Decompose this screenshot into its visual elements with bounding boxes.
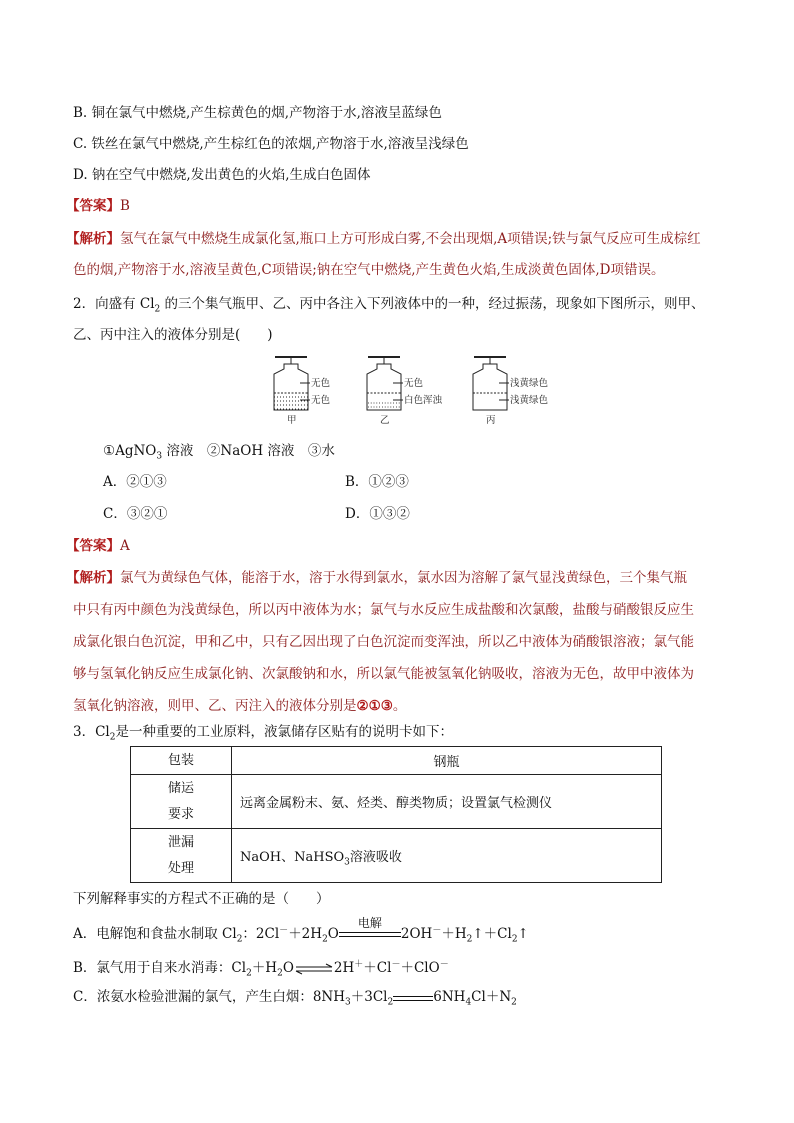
q1-option-d: D. 钠在空气中燃烧,发出黄色的火焰,生成白色固体 (73, 167, 371, 183)
q2-option-b: B．①②③ (345, 474, 409, 490)
table-row (131, 829, 662, 883)
bottle-jia (274, 357, 310, 410)
bing-top-label: 浅黄绿色 (510, 378, 549, 389)
q2-option-c: C．③②① (103, 506, 168, 522)
electrolysis-equals-sign: 电解 (339, 928, 401, 942)
table-row (131, 775, 662, 829)
bottle-bing (473, 357, 509, 410)
liquid-chlorine-info-card (130, 746, 662, 883)
yi-top-label: 无色 (404, 378, 424, 389)
q1-analysis-line-1: 【解析】氢气在氯气中燃烧生成氯化氢,瓶口上方可形成白雾,不会出现烟,A项错误;铁与氯气反应可生成棕红 (66, 231, 701, 247)
analysis-label: 【解析】 (66, 570, 120, 586)
q1-analysis-line-2: 色的烟,产物溶于水,溶液呈黄色,C项错误;钠在空气中燃烧,产生黄色火焰,生成淡黄色固体,D项错误。 (73, 262, 665, 278)
q2-option-d: D．①③② (345, 506, 410, 522)
gas-bottle-figure (260, 352, 570, 428)
q3-option-a: A．电解饱和食盐水制取 $Cl_2$：$2Cl^-+2H_2O$ 电解 $2OH^-+H_2↑+Cl_2↑$ (73, 915, 529, 945)
bing-bottom-label: 浅黄绿色 (510, 395, 549, 406)
table-header-steel-bottle: 钢瓶 (232, 747, 662, 775)
q3-option-c: C．浓氨水检验泄漏的氯气，产生白烟：$8NH_3+3Cl_2$ $6NH_4Cl+N_2$ (73, 989, 517, 1008)
q2-stem-line-2: 乙、丙中注入的液体分别是( ) (73, 327, 273, 343)
q2-analysis-line-3: 成氯化银白色沉淀，甲和乙中，只有乙因出现了白色沉淀而变浑浊，所以乙中液体为硝酸银溶液；氯气能 (73, 634, 694, 650)
equals-sign (393, 993, 433, 1003)
q3-question: 下列解释事实的方程式不正确的是（ ） (73, 891, 330, 907)
answer-value: A (120, 538, 130, 554)
yi-name: 乙 (380, 415, 390, 426)
q1-option-c: C. 铁丝在氯气中燃烧,产生棕红色的浓烟,产物溶于水,溶液呈浅绿色 (73, 136, 469, 152)
reversible-arrow-icon (294, 963, 334, 975)
q2-analysis-line-1: 【解析】氯气为黄绿色气体，能溶于水，溶于水得到氯水，氯水因为溶解了氯气显浅黄绿色，三个集气瓶 (66, 570, 687, 586)
table-row (131, 747, 662, 775)
q2-answer (66, 537, 130, 555)
table-label-leak: 泄漏 处理 (131, 829, 232, 883)
q2-option-a: A．②①③ (103, 474, 167, 490)
jia-bottom-label: 无色 (311, 395, 331, 406)
table-value-leak: NaOH、NaHSO$_3$溶液吸收 (232, 829, 662, 883)
answer-value: B (120, 198, 130, 214)
answer-label: 【答案】 (66, 198, 120, 214)
analysis-label: 【解析】 (66, 231, 120, 247)
bing-name: 丙 (486, 415, 496, 426)
jia-top-label: 无色 (311, 378, 331, 389)
q3-option-b: B．氯气用于自来水消毒：$Cl_2+H_2O$ 2H＋＋Cl－＋ClO－ (73, 959, 449, 979)
table-label-storage: 储运 要求 (131, 775, 232, 829)
yi-bottom-label: 白色浑浊 (404, 395, 443, 406)
q3-stem: 3．$Cl_2$是一种重要的工业原料，液氯储存区贴有的说明卡如下： (73, 724, 453, 743)
q2-analysis-line-4: 够与氢氧化钠反应生成氯化钠、次氯酸钠和水，所以氯气能被氢氧化钠吸收，溶液为无色，故甲中液体为 (73, 666, 694, 682)
q2-analysis-line-2: 中只有丙中颜色为浅黄绿色，所以丙中液体为水；氯气与水反应生成盐酸和次氯酸，盐酸与硝酸银反应生 (73, 602, 694, 618)
jia-name: 甲 (287, 415, 297, 426)
q2-analysis-line-5: 氢氧化钠溶液，则甲、乙、丙注入的液体分别是②①③。 (73, 698, 407, 714)
q2-stem-line-1: 2．向盛有 $Cl_2$ 的三个集气瓶甲、乙、丙中各注入下列液体中的一种，经过振荡，现象如下图所示，则甲、 (73, 296, 705, 315)
q2-liquids: ①AgNO$_3$ 溶液 ②NaOH 溶液 ③水 (103, 443, 335, 462)
bottle-yi (367, 357, 403, 410)
answer-label: 【答案】 (66, 538, 120, 554)
table-value-storage: 远离金属粉末、氨、烃类、醇类物质；设置氯气检测仪 (232, 775, 662, 829)
table-header-package: 包装 (131, 747, 232, 775)
q1-answer (66, 197, 130, 215)
q1-option-b: B. 铜在氯气中燃烧,产生棕黄色的烟,产物溶于水,溶液呈蓝绿色 (73, 105, 442, 121)
